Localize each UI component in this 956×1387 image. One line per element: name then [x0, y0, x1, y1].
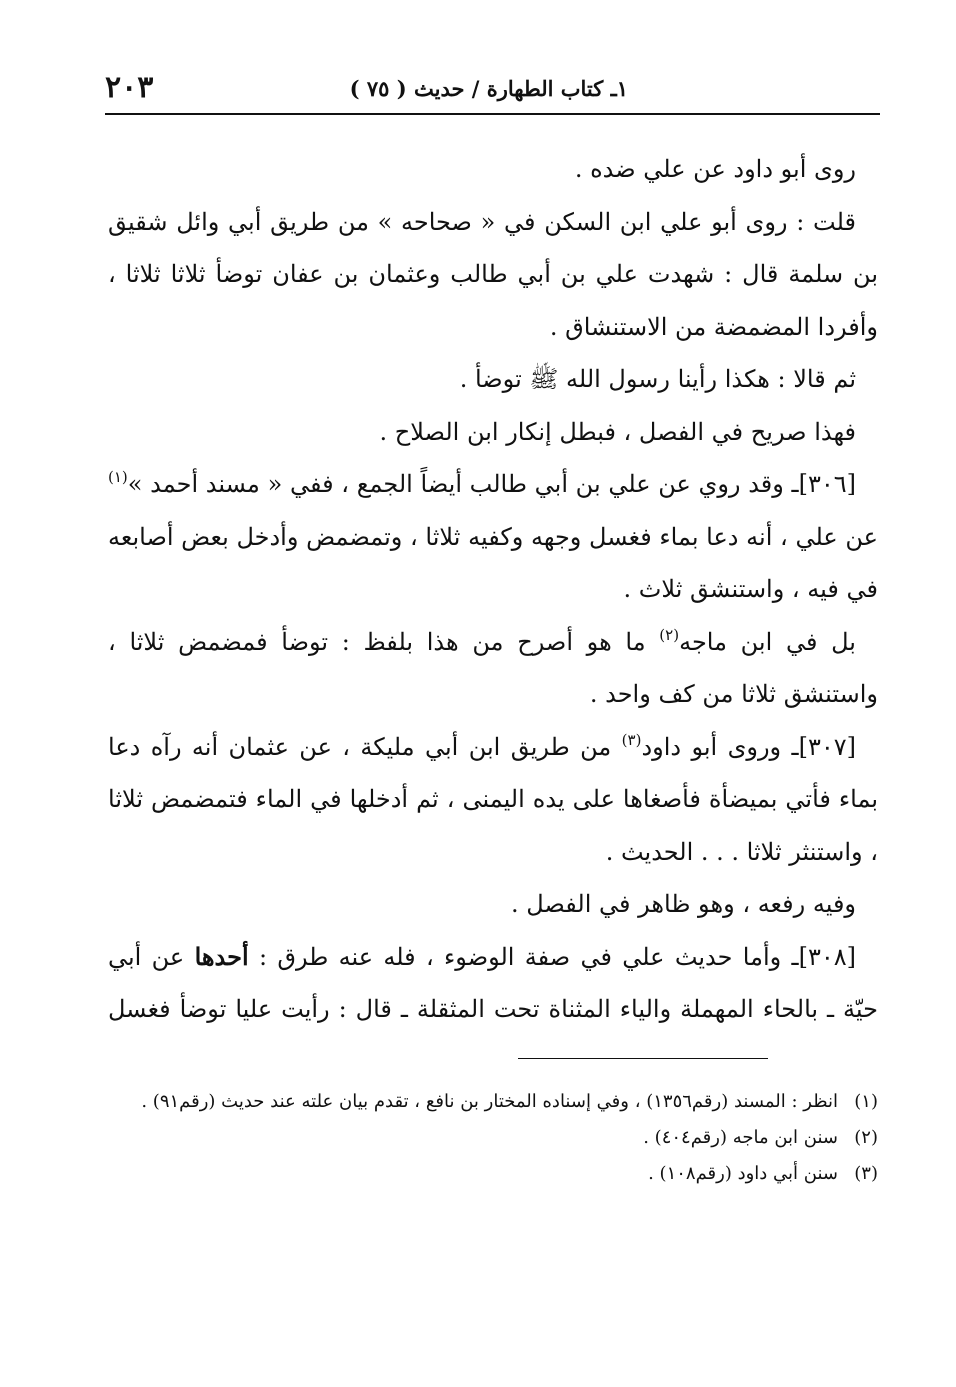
- paragraph-307-text-b: من طريق ابن أبي مليكة ، عن عثمان أنه رآه دعا بماء فأتي بميضأة فأصغاها على يده اليمنى ، ثم أدخلها في الماء فتمضمض ثلاثا ، واستنثر ثلاثا . . . الحديث .: [108, 732, 878, 866]
- paragraph-4-text: فهذا صريح في الفصل ، فبطل إنكار ابن الصلاح .: [379, 417, 856, 446]
- paragraph-1: [108, 143, 878, 196]
- footnote-3: [108, 1157, 878, 1191]
- hadith-number-308: [٣٠٨]: [798, 942, 856, 971]
- paragraph-308-text-a: ـ وأما حديث علي في صفة الوضوء ، فله عنه طرق :: [248, 942, 799, 971]
- hadith-number-307: [٣٠٧]: [798, 732, 856, 761]
- header-divider: [105, 113, 880, 115]
- paragraph-8-text: وفيه رفعه ، وهو ظاهر في الفصل .: [511, 890, 856, 918]
- running-title: ١ـ كتاب الطهارة / حديث ( ٧٥ ): [349, 76, 628, 101]
- footnote-ref-2[interactable]: (٢): [659, 625, 680, 644]
- paragraph-1-text: روى أبو داود عن علي ضده .: [574, 155, 856, 183]
- paragraph-2-text: قلت : روى أبو علي ابن السكن في « صحاحه » من طريق أبي وائل شقيق بن سلمة قال : شهدت علي بن أبي طالب وعثمان بن عفان توضأ ثلاثا ثلاثا ، وأفردا المضمضة من الاستنشاق .: [108, 207, 878, 341]
- paragraph-308-bold: أحدها: [194, 941, 249, 971]
- hadith-number-306: [٣٠٦]: [798, 470, 856, 498]
- footnote-2-text: سنن ابن ماجه (رقم٤٠٤) .: [643, 1127, 838, 1148]
- main-text: [108, 143, 878, 1036]
- paragraph-308-text-b: عن أبي حيّة ـ بالحاء المهملة والياء المثناة تحت المثقلة ـ قال : رأيت عليا توضأ فغسل: [108, 942, 878, 1023]
- footnote-1-number: (١): [854, 1091, 878, 1112]
- paragraph-8: [108, 878, 878, 931]
- paragraph-ibn-majah-text-b: ما هو أصرح من هذا بلفظ : توضأ فمضمض ثلاثا ، واستنشق ثلاثا من كف واحد .: [108, 627, 878, 708]
- paragraph-ibn-majah-text-a: بل في ابن ماجه: [679, 627, 856, 656]
- footnote-2-number: (٢): [854, 1127, 878, 1148]
- page-number: ٢٠٣: [105, 70, 154, 105]
- footnote-ref-1[interactable]: (١): [108, 468, 128, 486]
- paragraph-306-text-a: ـ وقد روي عن علي بن أبي طالب أيضاً الجمع ، ففي « مسند أحمد »: [127, 470, 799, 498]
- footnote-2: [108, 1121, 878, 1155]
- footnote-ref-3[interactable]: (٣): [621, 730, 642, 749]
- paragraph-4: [108, 406, 878, 459]
- paragraph-308: [108, 931, 878, 1036]
- paragraph-2: [108, 196, 878, 354]
- paragraph-3: [108, 353, 878, 406]
- paragraph-ibn-majah: [108, 616, 878, 721]
- footnote-divider: [518, 1058, 768, 1059]
- page-header: [105, 72, 878, 112]
- footnote-1: [108, 1085, 878, 1119]
- paragraph-306: [108, 458, 878, 616]
- footnote-3-text: سنن أبي داود (رقم١٠٨) .: [648, 1163, 838, 1184]
- paragraph-307-text-a: ـ وروى أبو داود: [641, 732, 799, 761]
- footnote-3-number: (٣): [854, 1163, 878, 1184]
- paragraph-307: [108, 721, 878, 879]
- footnote-1-text: انظر : المسند (رقم١٣٥٦) ، وفي إسناده المختار بن نافع ، تقدم بيان علته عند حديث (رقم٩١) .: [141, 1091, 838, 1112]
- paragraph-3-text: ثم قالا : هكذا رأينا رسول الله ﷺ توضأ .: [459, 365, 856, 393]
- paragraph-306-text-b: عن علي ، أنه دعا بماء فغسل وجهه وكفيه ثلاثا ، وتمضمض وأدخل بعض أصابعه في فيه ، واستنشق ثلاث .: [108, 522, 878, 603]
- footnotes: [108, 1085, 878, 1193]
